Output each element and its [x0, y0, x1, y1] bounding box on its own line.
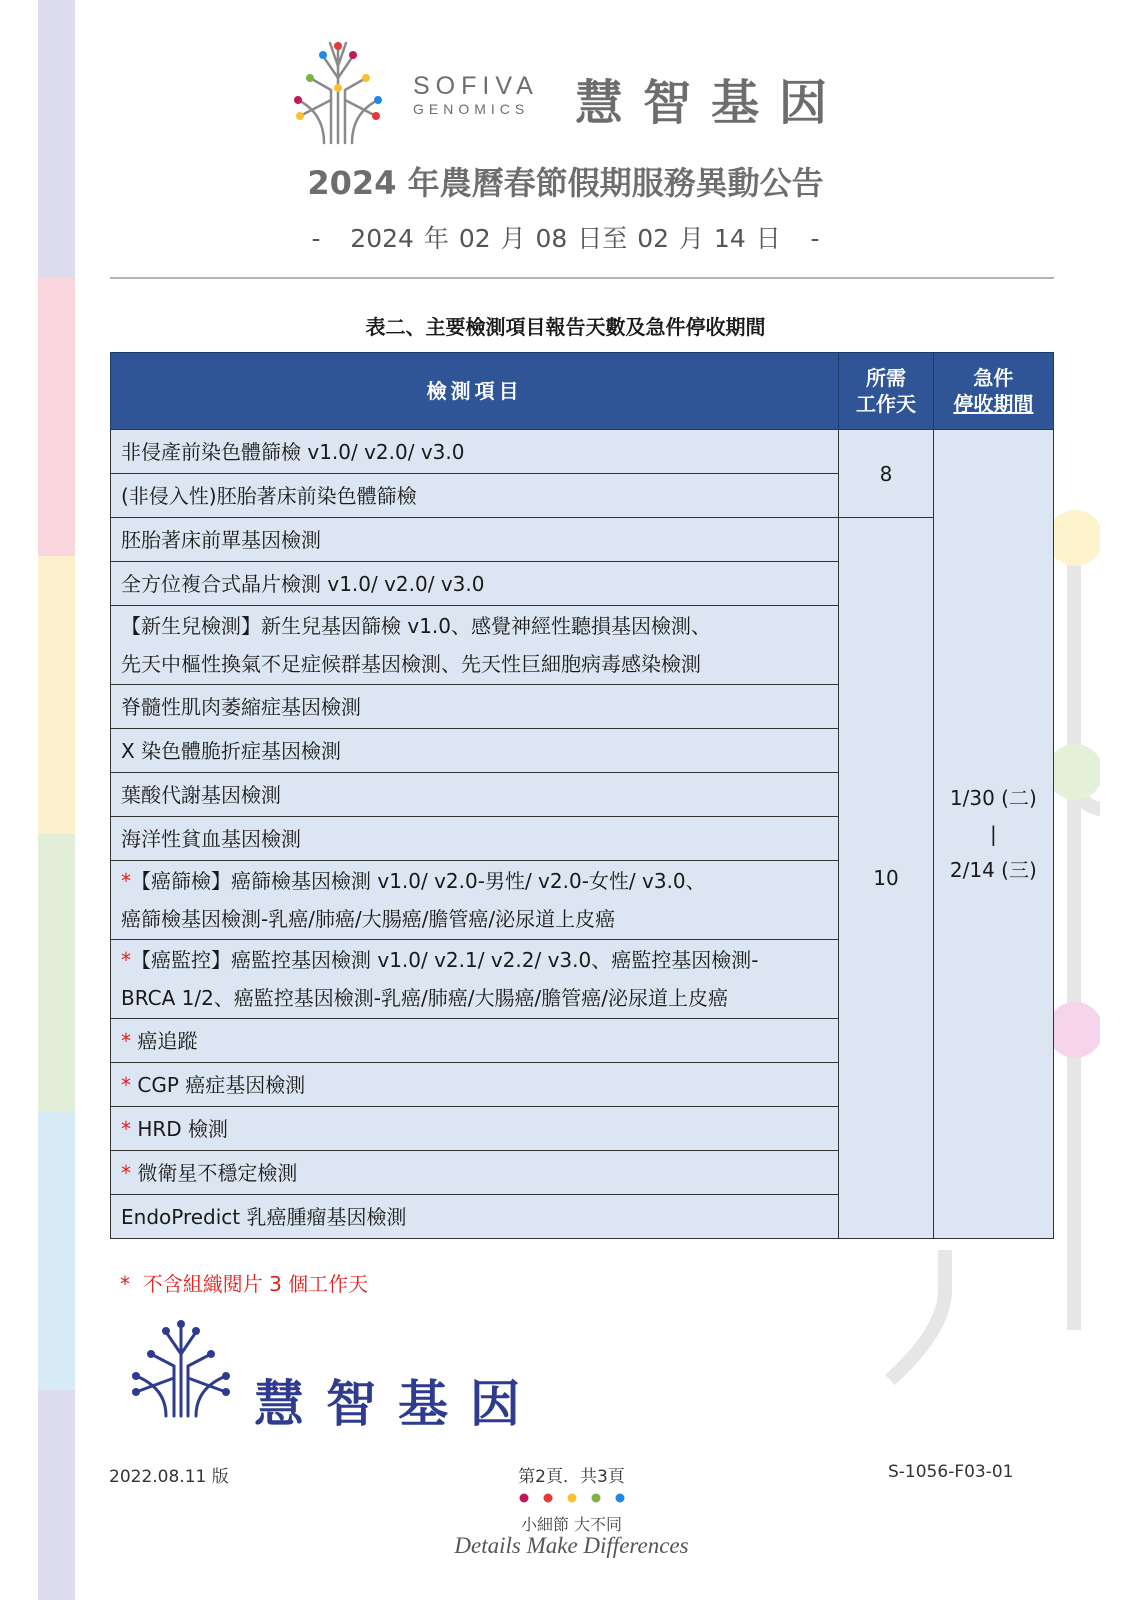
test-item-text: CGP 癌症基因檢測: [131, 1072, 306, 1097]
test-item-text: 微衛星不穩定檢測: [131, 1160, 298, 1185]
test-item-line: [121, 688, 828, 726]
color-dot: [616, 1494, 625, 1503]
test-item-text: 葉酸代謝基因檢測: [121, 782, 281, 807]
divider: [110, 277, 1054, 279]
header-stop-line2: 停收期間: [953, 392, 1034, 416]
test-item-line: [121, 941, 828, 979]
color-dots: [516, 1490, 626, 1506]
table-body: [111, 430, 1054, 1239]
header-days: [839, 353, 933, 430]
test-item-cell: [111, 518, 839, 562]
test-item-line: [121, 1154, 828, 1192]
work-days-cell: 10: [839, 518, 933, 1239]
header-stop-period: [933, 353, 1053, 430]
test-item-cell: [111, 1063, 839, 1107]
test-item-text: 癌追蹤: [131, 1028, 198, 1053]
asterisk-marker: *: [121, 1160, 131, 1185]
left-band-segment: [38, 1390, 75, 1600]
slogan-english: Details Make Differences: [454, 1533, 689, 1558]
date-range: - 2024 年 02 月 08 日至 02 月 14 日 -: [311, 224, 820, 253]
asterisk-marker: *: [121, 1028, 131, 1053]
asterisk-marker: *: [121, 869, 131, 893]
test-item-cell: [111, 729, 839, 773]
footer-brand-chinese: 慧智基因: [254, 1375, 542, 1433]
test-item-line: [121, 477, 828, 515]
test-item-text: X 染色體脆折症基因檢測: [121, 738, 342, 763]
page-title: 2024 年農曆春節假期服務異動公告: [307, 164, 824, 202]
test-item-text: BRCA 1/2、癌監控基因檢測-乳癌/肺癌/大腸癌/膽管癌/泌尿道上皮癌: [121, 986, 728, 1010]
test-item-line: [121, 776, 828, 814]
test-item-cell: [111, 940, 839, 1019]
slogan-chinese: 小細節 大不同: [520, 1515, 623, 1534]
test-item-text: 海洋性貧血基因檢測: [121, 826, 301, 851]
test-item-line: [121, 820, 828, 858]
test-item-text: 【癌監控】癌監控基因檢測 v1.0/ v2.1/ v2.2/ v3.0、癌監控基因檢測-: [131, 948, 759, 972]
test-item-cell: [111, 1151, 839, 1195]
test-item-line: [121, 565, 828, 603]
test-item-line: [121, 900, 828, 938]
header-stop-line1: 急件: [973, 366, 1014, 390]
test-item-line: [121, 521, 828, 559]
stop-period-cell: [933, 430, 1053, 1239]
test-item-cell: [111, 1107, 839, 1151]
asterisk-marker: *: [121, 948, 131, 972]
test-item-text: 【癌篩檢】癌篩檢基因檢測 v1.0/ v2.0-男性/ v2.0-女性/ v3.0、: [131, 869, 706, 893]
test-item-text: 胚胎著床前單基因檢測: [121, 527, 321, 552]
test-item-line: [121, 1198, 828, 1236]
footnote: * 不含組織閱片 3 個工作天: [120, 1272, 369, 1296]
test-item-cell: [111, 861, 839, 940]
test-item-line: [121, 979, 828, 1017]
left-band-segment: [38, 556, 75, 834]
test-item-text: EndoPredict 乳癌腫瘤基因檢測: [121, 1204, 407, 1229]
test-item-text: 【新生兒檢測】新生兒基因篩檢 v1.0、感覺神經性聽損基因檢測、: [121, 614, 711, 638]
document-code: S-1056-F03-01: [888, 1462, 1014, 1482]
version-label: 2022.08.11 版: [109, 1467, 229, 1487]
work-days-cell: 8: [839, 430, 933, 518]
table-row: [111, 430, 1054, 474]
test-item-cell: [111, 773, 839, 817]
test-item-cell: [111, 562, 839, 606]
test-item-cell: [111, 606, 839, 685]
asterisk-marker: *: [121, 1072, 131, 1097]
color-dot: [568, 1494, 577, 1503]
test-item-text: (非侵入性)胚胎著床前染色體篩檢: [121, 483, 417, 508]
header-days-line2: 工作天: [856, 392, 916, 416]
header-item: 檢測項目: [111, 353, 839, 430]
test-item-line: [121, 732, 828, 770]
test-item-text: 癌篩檢基因檢測-乳癌/肺癌/大腸癌/膽管癌/泌尿道上皮癌: [121, 907, 616, 931]
test-item-text: HRD 檢測: [131, 1116, 229, 1141]
service-table: [110, 352, 1054, 1239]
test-item-line: [121, 1022, 828, 1060]
stop-period-sep: |: [989, 822, 997, 846]
test-item-cell: [111, 1195, 839, 1239]
color-dot: [544, 1494, 553, 1503]
test-item-text: 脊髓性肌肉萎縮症基因檢測: [121, 694, 361, 719]
brand-name-english: [413, 72, 539, 118]
test-item-line: [121, 645, 828, 683]
left-band-segment: [38, 1112, 75, 1390]
company-logo-icon: [126, 1318, 236, 1418]
test-item-line: [121, 1110, 828, 1148]
test-item-cell: [111, 685, 839, 729]
color-dot: [592, 1494, 601, 1503]
color-dot: [520, 1494, 529, 1503]
test-item-text: 先天中樞性換氣不足症候群基因檢測、先天性巨細胞病毒感染檢測: [121, 652, 701, 676]
header-days-line1: 所需: [866, 366, 906, 390]
stop-period-to: 2/14 (三): [949, 858, 1037, 882]
brand-en-line1: SOFIVA: [413, 72, 539, 100]
test-item-line: [121, 1066, 828, 1104]
test-item-cell: [111, 474, 839, 518]
table-title: 表二、主要檢測項目報告天數及急件停收期間: [365, 315, 766, 339]
table-header-row: [111, 353, 1054, 430]
test-item-line: [121, 862, 828, 900]
test-item-cell: [111, 430, 839, 474]
test-item-line: [121, 433, 828, 471]
brand-en-line2: GENOMICS: [413, 101, 530, 117]
stop-period-from: 1/30 (二): [949, 786, 1037, 810]
test-item-text: 全方位複合式晶片檢測 v1.0/ v2.0/ v3.0: [121, 571, 485, 596]
brand-name-chinese: 慧智基因: [575, 75, 848, 131]
sofiva-logo-icon: [288, 38, 388, 146]
asterisk-marker: *: [121, 1116, 131, 1141]
test-item-cell: [111, 817, 839, 861]
test-item-text: 非侵產前染色體篩檢 v1.0/ v2.0/ v3.0: [121, 439, 465, 464]
test-item-cell: [111, 1019, 839, 1063]
table-row: [111, 518, 1054, 562]
page-number: 第2頁．共3頁: [518, 1467, 625, 1487]
test-item-line: [121, 607, 828, 645]
left-band-segment: [38, 834, 75, 1112]
